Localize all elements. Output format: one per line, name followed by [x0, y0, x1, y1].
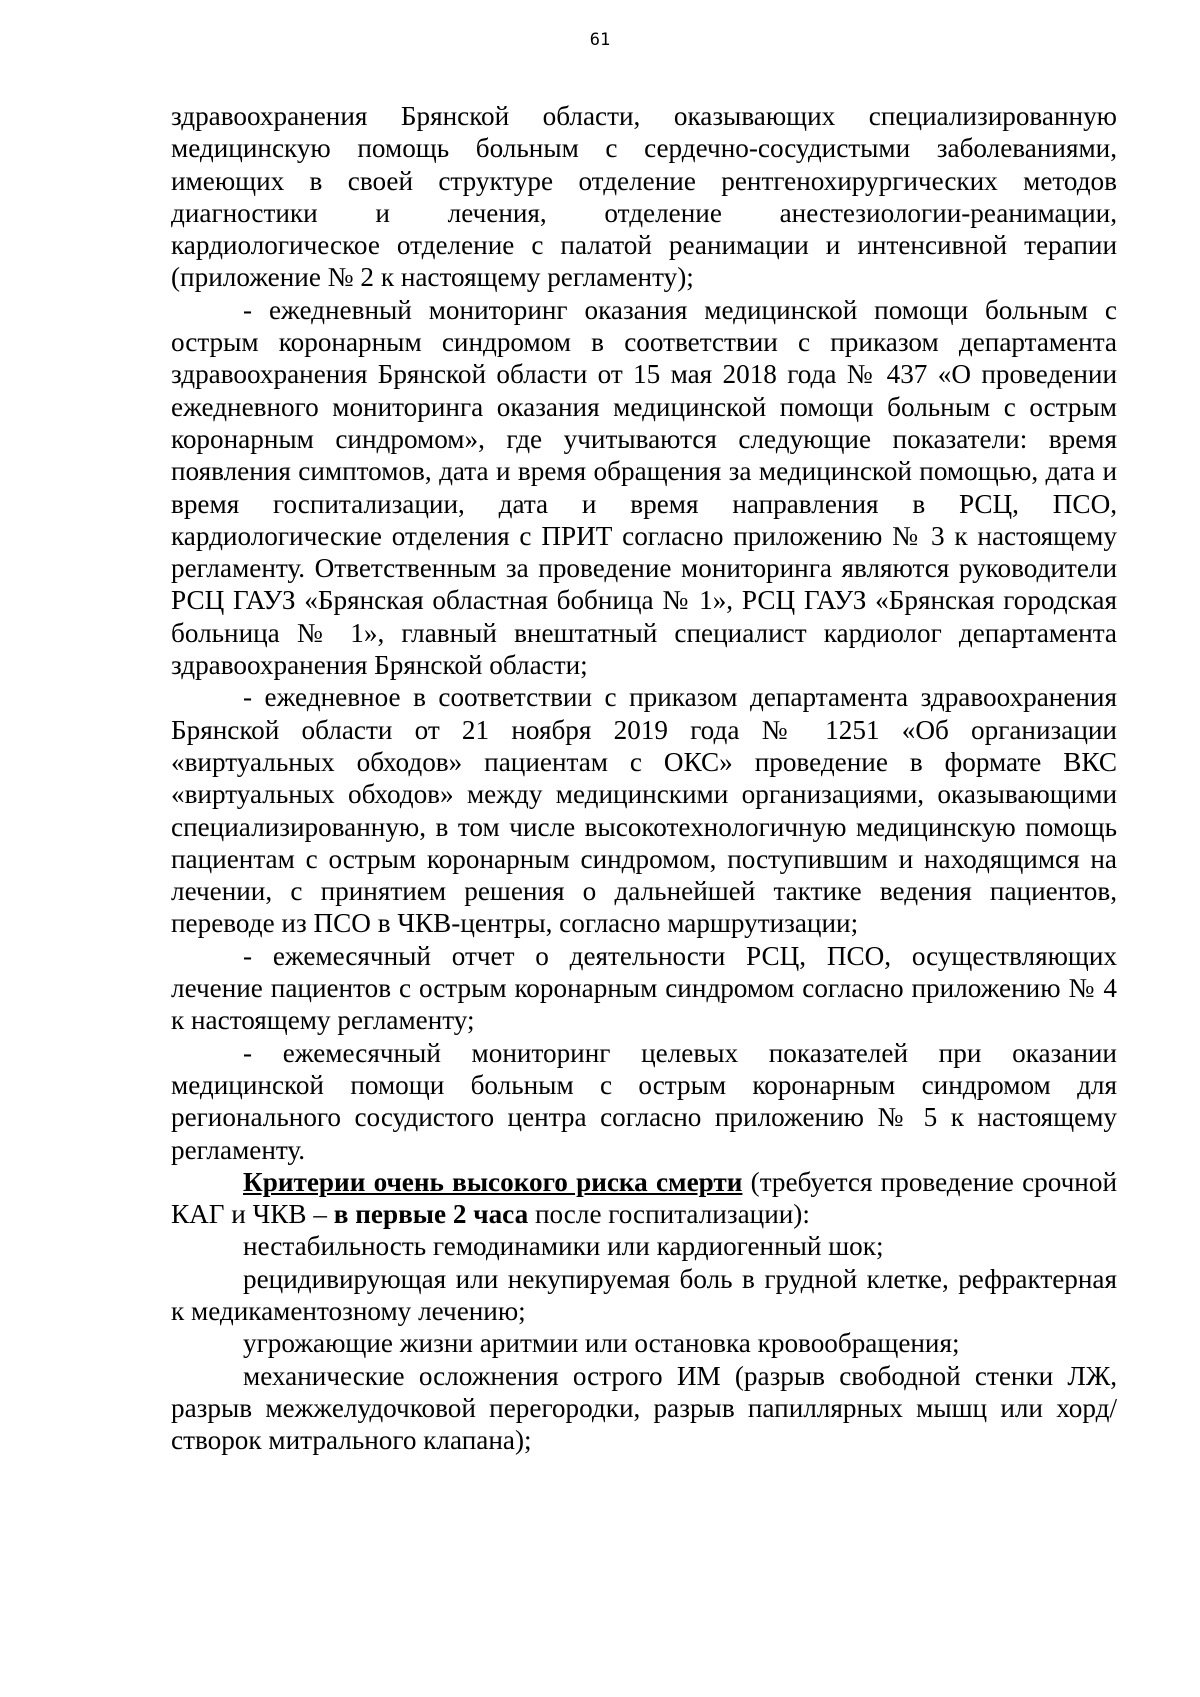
criteria-item: нестабильность гемодинамики или кардиогенный шок; — [243, 1231, 884, 1262]
criteria-item: угрожающие жизни аритмии или остановка кровообращения; — [243, 1328, 960, 1359]
paragraph-daily-monitoring: - ежедневный мониторинг оказания медицинской помощи больным с острым коронарным синдромом в соответствии с приказом департамента здравоохранения Брянской области от 15 мая 2018 года № 437 «О проведении ежедневного мониторинга оказания медицинской помощи больным с острым коронарным синдромом», где учитываются следующие показатели: время появления симптомов, дата и время обращения за медицинской помощью, дата и время госпитализации, дата и время направления в РСЦ, ПСО, кардиологические отделения с ПРИТ согласно приложению № 3 к настоящему регламенту. Ответственным за проведение мониторинга являются руководители РСЦ ГАУЗ «Брянская областная бобница № 1», РСЦ ГАУЗ «Брянская городская больница № 1», главный внештатный специалист кардиолог департамента здравоохранения Брянской области; — [171, 294, 1117, 681]
page-number: 61 — [589, 30, 611, 50]
criteria-item: рецидивирующая или некупируемая боль в грудной клетке, рефрактерная к медикаментозному лечению; — [171, 1263, 1117, 1326]
criteria-bold-time: в первые 2 часа — [333, 1199, 529, 1230]
paragraph-monthly-monitoring: - ежемесячный мониторинг целевых показателей при оказании медицинской помощи больным с острым коронарным синдромом для регионального сосудистого центра согласно приложению № 5 к настоящему регламенту. — [171, 1037, 1117, 1165]
paragraph-continuation: здравоохранения Брянской области, оказывающих специализированную медицинскую помощь больным с сердечно-сосудистыми заболеваниями, имеющих в своей структуре отделение рентгенохирургических методов диагностики и лечения, отделение анестезиологии-реанимации, кардиологическое отделение с палатой реанимации и интенсивной терапии (приложение № 2 к настоящему регламенту); — [171, 101, 1117, 293]
criteria-text-after: после госпитализации): — [528, 1199, 810, 1230]
paragraph-virtual-rounds: - ежедневное в соответствии с приказом департамента здравоохранения Брянской области от 21 ноября 2019 года № 1251 «Об организации «виртуальных обходов» пациентам с ОКС» проведение в формате ВКС «виртуальных обходов» между медицинскими организациями, оказывающими специализированную, в том числе высокотехнологичную медицинскую помощь пациентам с острым коронарным синдромом, поступившим и находящимся на лечении, с принятием решения о дальнейшей тактике ведения пациентов, переводе из ПСО в ЧКВ-центры, согласно маршрутизации; — [171, 682, 1117, 939]
criteria-paragraph — [171, 1166, 1117, 1231]
criteria-heading: Критерии очень высокого риска смерти — [243, 1166, 743, 1197]
paragraph-monthly-report: - ежемесячный отчет о деятельности РСЦ, ПСО, осуществляющих лечение пациентов с острым коронарным синдромом согласно приложению № 4 к настоящему регламенту; — [171, 940, 1117, 1036]
document-body — [171, 100, 1117, 1456]
criteria-item: механические осложнения острого ИМ (разрыв свободной стенки ЛЖ, разрыв межжелудочковой перегородки, разрыв папиллярных мышц или хорд/створок митрального клапана); — [171, 1360, 1117, 1456]
criteria-text-before: (требуется проведение срочной КАГ и ЧКВ – — [171, 1166, 1117, 1230]
